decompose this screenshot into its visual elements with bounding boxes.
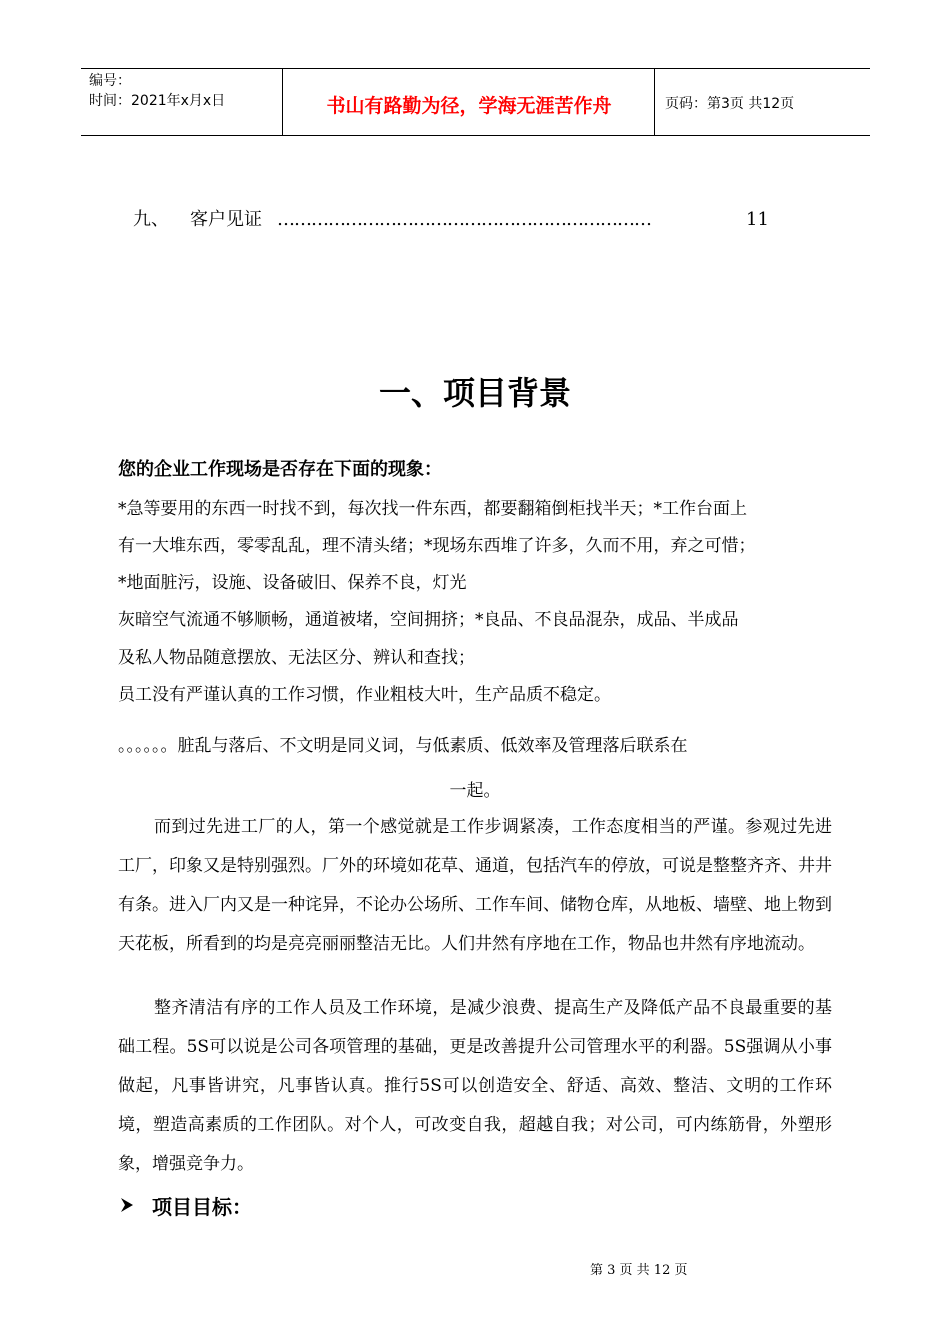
header-meta <box>89 71 279 111</box>
toc-number: 九、 <box>133 209 169 230</box>
phenomena-line: 及私人物品随意摆放、无法区分、辨认和查找； <box>118 648 475 668</box>
document-date: 时间：2021年x月x日 <box>89 93 226 109</box>
body-paragraph: 而到过先进工厂的人，第一个感觉就是工作步调紧凑，工作态度相当的严谨。参观过先进工厂，印象又是特别强烈。厂外的环境如花草、通道，包括汽车的停放，可说是整整齐齐、井井有条。进入厂内又是一种诧异，不论办公场所、工作车间、储物仓库，从地板、墙壁、地上物到天花板，所看到的均是亮亮丽丽整洁无比。人们井然有序地在工作，物品也井然有序地流动。 <box>118 817 832 954</box>
header-page-info: 页码：第3页 共12页 <box>665 96 795 112</box>
page-footer: 第 3 页 共 12 页 <box>590 1263 688 1278</box>
toc-entry[interactable] <box>133 207 773 233</box>
body-paragraph: 整齐清洁有序的工作人员及工作环境，是减少浪费、提高生产及降低产品不良最重要的基础工程。5S可以说是公司各项管理的基础，更是改善提升公司管理水平的利器。5S强调从小事做起，凡事皆讲究，凡事皆认真。推行5S可以创造安全、舒适、高效、整洁、文明的工作环境，塑造高素质的工作团队。对个人，可改变自我，超越自我；对公司，可内练筋骨，外塑形象，增强竞争力。 <box>118 998 832 1174</box>
header-motto: 书山有路勤为径，学海无涯苦作舟 <box>326 95 612 117</box>
header-divider <box>654 69 655 135</box>
goal-heading <box>118 1191 252 1220</box>
phenomena-line: 灰暗空气流通不够顺畅，通道被堵，空间拥挤；*良品、不良品混杂，成品、半成品 <box>118 610 739 630</box>
phenomena-line: 有一大堆东西，零零乱乱，理不清头绪；*现场东西堆了许多，久而不用，弃之可惜； <box>118 536 756 556</box>
arrow-bullet-icon <box>118 1195 152 1219</box>
goal-heading-text: 项目目标： <box>152 1195 252 1219</box>
page-header <box>81 68 870 136</box>
section-title: 一、项目背景 <box>378 374 571 412</box>
toc-leader: ………………………………………………………… <box>277 209 651 230</box>
question-heading: 您的企业工作现场是否存在下面的现象： <box>118 459 442 480</box>
phenomena-line: *地面脏污，设施、设备破旧、保养不良，灯光 <box>118 573 467 593</box>
summary-end: 一起。 <box>449 781 501 801</box>
toc-page-number: 11 <box>746 209 769 230</box>
phenomena-line: 员工没有严谨认真的工作习惯，作业粗枝大叶，生产品质不稳定。 <box>118 685 611 705</box>
toc-title: 客户见证 <box>190 209 262 230</box>
summary-line: 。。。。。。脏乱与落后、不文明是同义词，与低素质、低效率及管理落后联系在 <box>118 736 688 756</box>
document-number-label: 编号： <box>89 73 131 89</box>
phenomena-line: *急等要用的东西一时找不到，每次找一件东西，都要翻箱倒柜找半天；*工作台面上 <box>118 499 747 519</box>
